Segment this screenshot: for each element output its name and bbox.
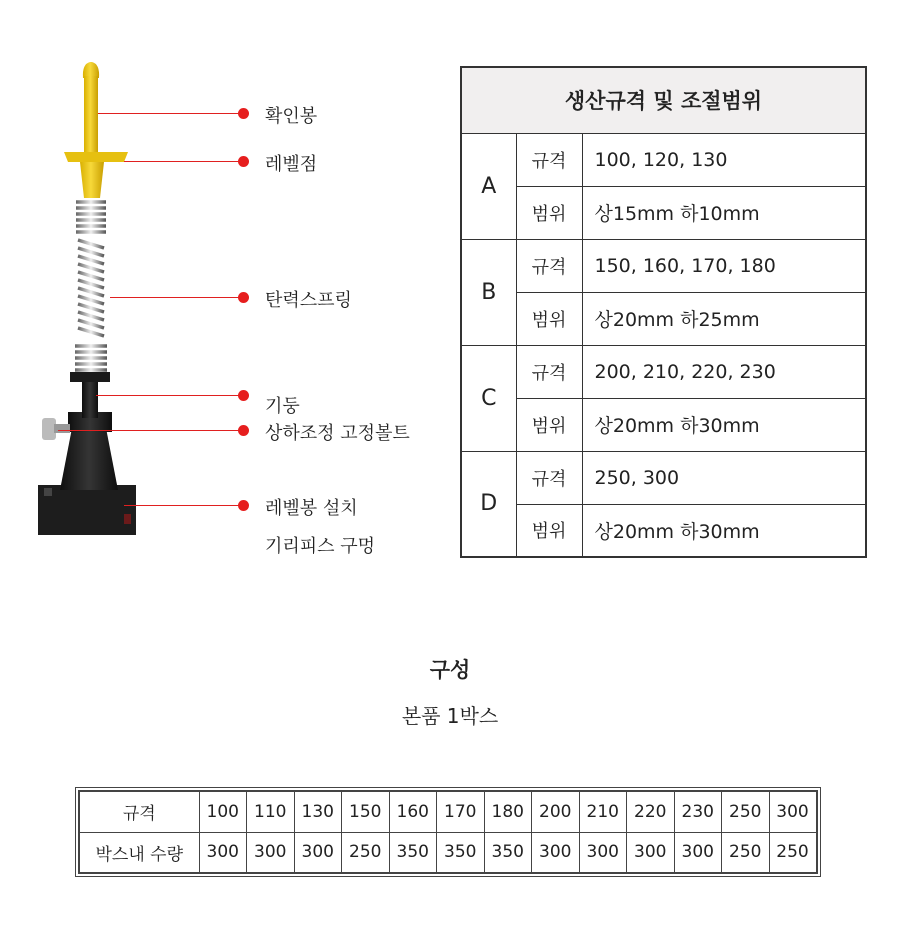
quantity-cell: 300 bbox=[627, 832, 675, 873]
quantity-cell: 300 bbox=[674, 832, 722, 873]
callout-label: 상하조정 고정볼트 bbox=[265, 423, 410, 444]
row-header-quantity: 박스내 수량 bbox=[79, 832, 199, 873]
group-label: A bbox=[461, 133, 516, 239]
callout-dot-icon bbox=[238, 108, 249, 119]
callout-dot-icon bbox=[238, 156, 249, 167]
range-key: 범위 bbox=[516, 186, 582, 239]
table-row bbox=[79, 791, 817, 832]
size-cell: 160 bbox=[389, 791, 437, 832]
table-row bbox=[461, 292, 866, 345]
callout-dot-icon bbox=[238, 425, 249, 436]
group-label: B bbox=[461, 239, 516, 345]
callout-label: 기둥 bbox=[265, 396, 300, 417]
spec-key: 규격 bbox=[516, 451, 582, 504]
table-row bbox=[79, 832, 817, 873]
table-row bbox=[461, 186, 866, 239]
table-row bbox=[461, 451, 866, 504]
spec-key: 규격 bbox=[516, 345, 582, 398]
size-cell: 230 bbox=[674, 791, 722, 832]
quantity-cell: 300 bbox=[199, 832, 247, 873]
quantity-cell: 250 bbox=[722, 832, 770, 873]
range-value: 상20mm 하30mm bbox=[582, 504, 866, 557]
table-row bbox=[461, 345, 866, 398]
size-cell: 220 bbox=[627, 791, 675, 832]
group-label: D bbox=[461, 451, 516, 557]
spec-key: 규격 bbox=[516, 239, 582, 292]
quantity-cell: 300 bbox=[532, 832, 580, 873]
spec-range-table bbox=[460, 66, 867, 558]
callout-label: 레벨점 bbox=[265, 154, 318, 175]
range-value: 상20mm 하30mm bbox=[582, 398, 866, 451]
range-key: 범위 bbox=[516, 398, 582, 451]
spec-value: 250, 300 bbox=[582, 451, 866, 504]
range-value: 상20mm 하25mm bbox=[582, 292, 866, 345]
callout-label: 탄력스프링 bbox=[265, 290, 352, 311]
callout-label: 확인봉 bbox=[265, 106, 318, 127]
quantity-cell: 300 bbox=[294, 832, 342, 873]
range-value: 상15mm 하10mm bbox=[582, 186, 866, 239]
size-cell: 110 bbox=[247, 791, 295, 832]
callout-label-second-line: 기리피스 구멍 bbox=[265, 536, 376, 557]
size-cell: 130 bbox=[294, 791, 342, 832]
size-cell: 200 bbox=[532, 791, 580, 832]
size-cell: 170 bbox=[437, 791, 485, 832]
quantity-cell: 300 bbox=[247, 832, 295, 873]
group-label: C bbox=[461, 345, 516, 451]
size-cell: 180 bbox=[484, 791, 532, 832]
quantity-cell: 250 bbox=[769, 832, 817, 873]
size-cell: 250 bbox=[722, 791, 770, 832]
spec-value: 150, 160, 170, 180 bbox=[582, 239, 866, 292]
range-key: 범위 bbox=[516, 504, 582, 557]
spec-value: 200, 210, 220, 230 bbox=[582, 345, 866, 398]
table-row bbox=[461, 504, 866, 557]
composition-body: 본품 1박스 bbox=[401, 704, 499, 728]
size-cell: 210 bbox=[579, 791, 627, 832]
size-cell: 150 bbox=[342, 791, 390, 832]
row-header-size: 규격 bbox=[79, 791, 199, 832]
table-row bbox=[461, 239, 866, 292]
composition-title: 구성 bbox=[429, 658, 471, 682]
spec-value: 100, 120, 130 bbox=[582, 133, 866, 186]
quantity-cell: 300 bbox=[579, 832, 627, 873]
table-row bbox=[461, 398, 866, 451]
callout-dot-icon bbox=[238, 292, 249, 303]
quantity-cell: 350 bbox=[484, 832, 532, 873]
quantity-cell: 250 bbox=[342, 832, 390, 873]
callout-label: 레벨봉 설치 bbox=[265, 498, 358, 519]
quantity-cell: 350 bbox=[389, 832, 437, 873]
quantity-cell: 350 bbox=[437, 832, 485, 873]
table-row bbox=[461, 133, 866, 186]
box-quantity-table bbox=[78, 790, 818, 874]
spec-key: 규격 bbox=[516, 133, 582, 186]
size-cell: 100 bbox=[199, 791, 247, 832]
size-cell: 300 bbox=[769, 791, 817, 832]
range-key: 범위 bbox=[516, 292, 582, 345]
callout-dot-icon bbox=[238, 500, 249, 511]
spec-table-title: 생산규격 및 조절범위 bbox=[461, 67, 866, 133]
callout-dot-icon bbox=[238, 390, 249, 401]
